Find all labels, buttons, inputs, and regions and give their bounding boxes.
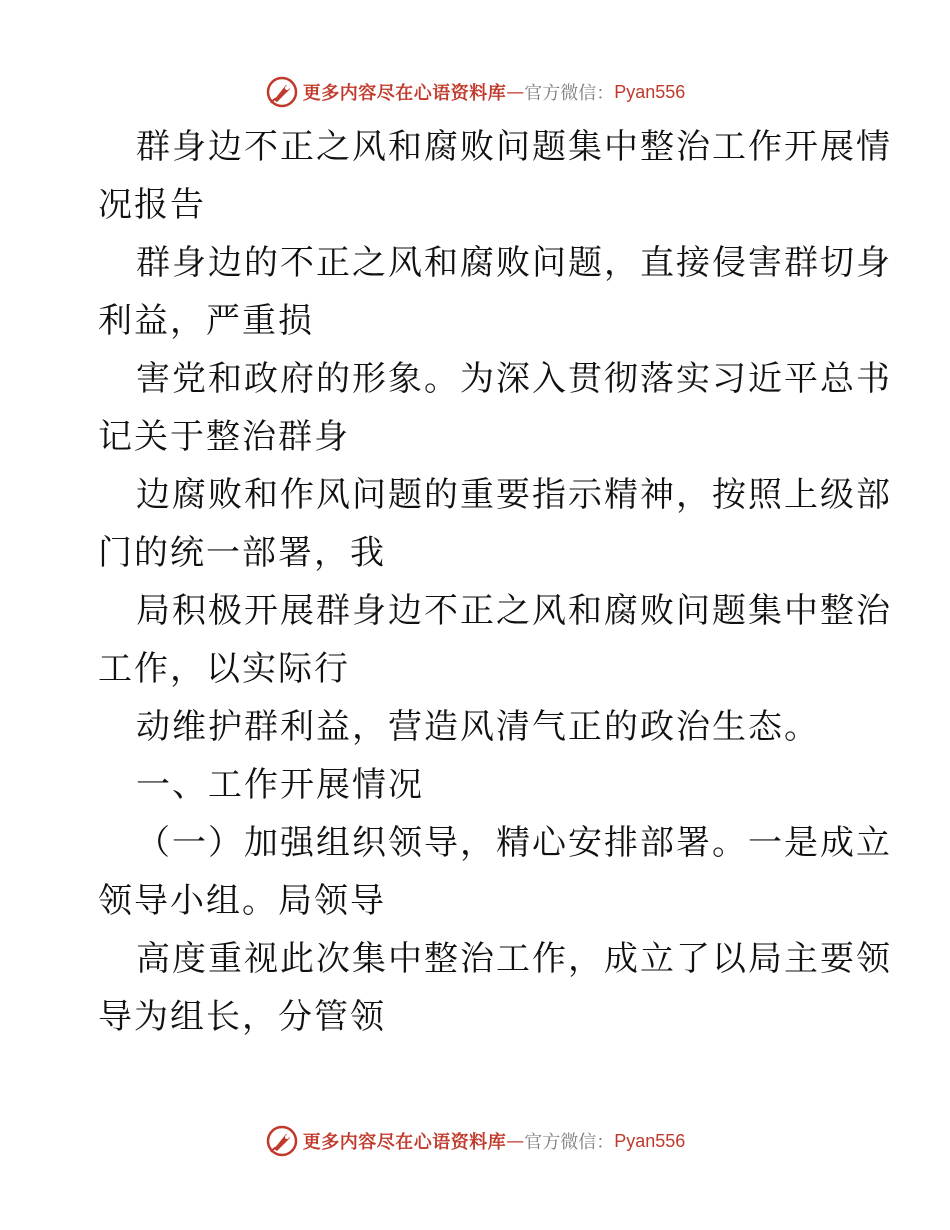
doc-line: 门的统一部署，我 [98, 533, 386, 573]
doc-line: 领导小组。局领导 [98, 881, 386, 921]
doc-line: 害党和政府的形象。为深入贯彻落实习近平总书 [136, 359, 892, 399]
pen-nib-logo-icon [265, 1124, 299, 1158]
doc-line: 利益，严重损 [98, 301, 314, 341]
doc-section-heading: 一、工作开展情况 [136, 765, 424, 805]
doc-line: 记关于整治群身 [98, 417, 350, 457]
watermark-main-text: 更多内容尽在心语资料库 [302, 1132, 507, 1153]
watermark-wechat-id: Pyan556 [614, 81, 686, 102]
watermark-label: 官方微信： [524, 83, 615, 104]
doc-line: 况报告 [98, 185, 206, 225]
doc-line: 动维护群利益，营造风清气正的政治生态。 [136, 707, 820, 747]
watermark-dash: — [506, 1130, 525, 1152]
doc-line: 群身边不正之风和腐败问题集中整治工作开展情 [136, 127, 892, 167]
doc-line: 局积极开展群身边不正之风和腐败问题集中整治 [136, 591, 892, 631]
doc-line: 群身边的不正之风和腐败问题，直接侵害群切身 [136, 243, 892, 283]
watermark-dash: — [506, 81, 525, 103]
doc-line: 高度重视此次集中整治工作，成立了以局主要领 [136, 939, 892, 979]
header-watermark [0, 72, 950, 112]
doc-line: （一）加强组织领导，精心安排部署。一是成立 [136, 823, 892, 863]
document-body [98, 118, 892, 1046]
watermark-label: 官方微信： [524, 1132, 615, 1153]
doc-line: 边腐败和作风问题的重要指示精神，按照上级部 [136, 475, 892, 515]
doc-line: 工作，以实际行 [98, 649, 350, 689]
footer-watermark [0, 1121, 950, 1161]
doc-line: 导为组长，分管领 [98, 997, 386, 1037]
watermark-wechat-id: Pyan556 [614, 1130, 686, 1151]
watermark-main-text: 更多内容尽在心语资料库 [302, 83, 507, 104]
pen-nib-logo-icon [265, 75, 299, 109]
